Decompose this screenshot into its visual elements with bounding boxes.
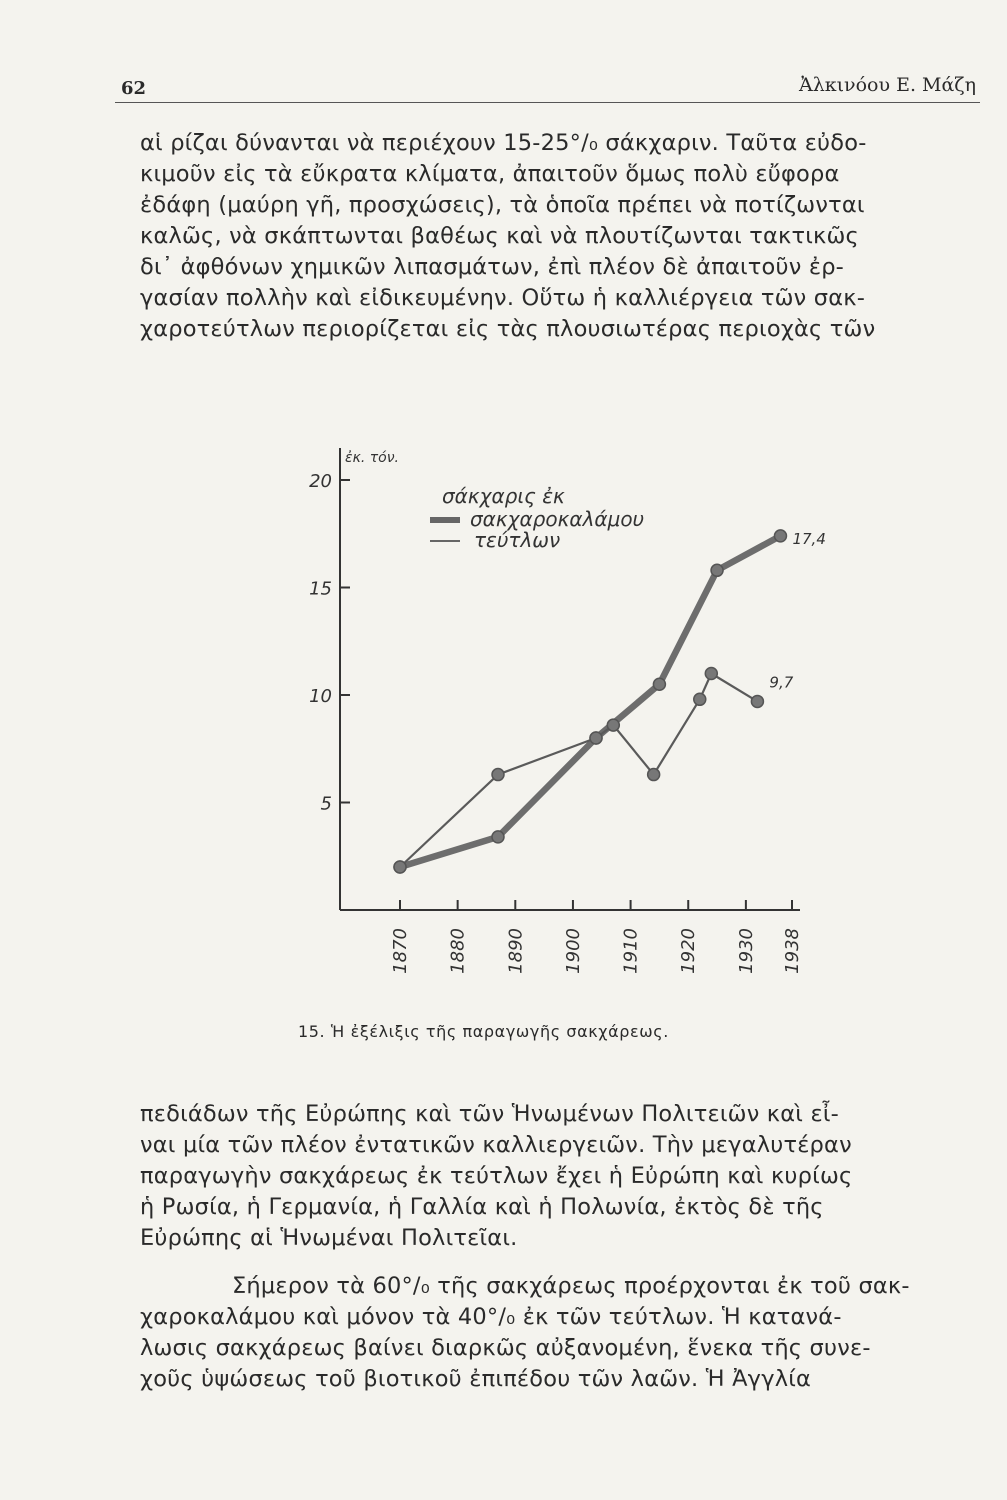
page-header: [115, 70, 980, 103]
text-line: Σήμερον τὰ 60°/₀ τῆς σακχάρεως προέρχονται ἐκ τοῦ σακ-: [232, 1273, 910, 1299]
top-paragraph: [140, 128, 978, 345]
text-line: χαροτεύτλων περιορίζεται εἰς τὰς πλουσιωτέρας περιοχὰς τῶν: [140, 316, 876, 342]
data-point: [711, 564, 723, 576]
data-point: [492, 831, 504, 843]
data-point: [694, 693, 706, 705]
series-line-1: [400, 536, 780, 867]
text-line: χαροκαλάμου καὶ μόνον τὰ 40°/₀ ἐκ τῶν τεύτλων. Ἡ κατανά-: [140, 1304, 842, 1330]
y-tick-label: 20: [309, 471, 332, 492]
data-point: [653, 678, 665, 690]
data-point: [648, 769, 660, 781]
data-point: [705, 668, 717, 680]
x-tick-label: 1910: [620, 928, 642, 974]
figure-caption: 15. Ἡ ἐξέλιξις τῆς παραγωγῆς σακχάρεως.: [298, 1022, 669, 1041]
text-line: πεδιάδων τῆς Εὐρώπης καὶ τῶν Ἡνωμένων Πολιτειῶν καὶ εἶ-: [140, 1101, 839, 1127]
text-line: ἐδάφη (μαύρη γῆ, προσχώσεις), τὰ ὁποῖα πρέπει νὰ ποτίζωνται: [140, 192, 865, 218]
x-tick-label: 1938: [782, 928, 803, 974]
end-value-label: 9,7: [769, 673, 794, 692]
x-tick-label: 1880: [447, 928, 469, 974]
unit-label: ἐκ. τόν.: [345, 450, 399, 466]
data-point: [394, 861, 406, 873]
x-tick-label: 1930: [735, 928, 757, 974]
text-line: κιμοῦν εἰς τὰ εὔκρατα κλίματα, ἀπαιτοῦν ὅμως πολὺ εὔφορα: [140, 161, 840, 187]
text-line: αἱ ρίζαι δύνανται νὰ περιέχουν 15-25°/₀ σάκχαριν. Ταῦτα εὐδο-: [140, 130, 867, 156]
y-tick-label: 15: [309, 578, 332, 600]
data-point: [590, 732, 602, 744]
text-line: λωσις σακχάρεως βαίνει διαρκῶς αὐξανομένη, ἕνεκα τῆς συνε-: [140, 1335, 871, 1361]
x-tick-label: 1870: [390, 928, 411, 974]
end-value-label: 17,4: [792, 529, 826, 548]
last-paragraph: [140, 1271, 978, 1395]
legend-label-thick: σακχαροκαλάμου: [470, 507, 645, 531]
text-line: δι᾽ ἀφθόνων χημικῶν λιπασμάτων, ἐπὶ πλέον δὲ ἀπαιτοῦν ἐρ-: [140, 254, 844, 280]
page-number: 62: [121, 78, 147, 99]
text-line: παραγωγὴν σακχάρεως ἐκ τεύτλων ἔχει ἡ Εὐρώπη καὶ κυρίως: [140, 1163, 853, 1189]
text-line: χοῦς ὑψώσεως τοῦ βιοτικοῦ ἐπιπέδου τῶν λαῶν. Ἡ Ἀγγλία: [140, 1366, 812, 1392]
text-line: καλῶς, νὰ σκάπτωνται βαθέως καὶ νὰ πλουτίζωνται τακτικῶς: [140, 223, 859, 249]
y-tick-label: 10: [309, 686, 332, 707]
bottom-paragraph: [140, 1099, 978, 1254]
x-tick-label: 1890: [505, 928, 527, 974]
legend-label-thin: τεύτλων: [474, 528, 561, 552]
x-tick-label: 1920: [678, 928, 700, 974]
text-line: γασίαν πολλὴν καὶ εἰδικευμένην. Οὕτω ἡ καλλιέργεια τῶν σακ-: [140, 285, 866, 311]
text-line: ἡ Ρωσία, ἡ Γερμανία, ἡ Γαλλία καὶ ἡ Πολωνία, ἐκτὸς δὲ τῆς: [140, 1194, 824, 1220]
data-point: [751, 695, 763, 707]
x-tick-label: 1900: [562, 928, 584, 974]
legend-title: σάκχαρις ἐκ: [442, 484, 565, 508]
text-line: ναι μία τῶν πλέον ἐντατικῶν καλλιεργειῶν. Τὴν μεγαλυτέραν: [140, 1132, 852, 1158]
data-point: [492, 769, 504, 781]
data-point: [607, 719, 619, 731]
sugar-production-chart: [270, 440, 870, 1010]
y-tick-label: 5: [320, 793, 332, 815]
text-line: Εὐρώπης αἱ Ἡνωμέναι Πολιτεῖαι.: [140, 1225, 518, 1251]
chart-series: [394, 530, 826, 873]
data-point: [774, 530, 786, 542]
running-head: Ἀλκινόου Ε. Μάζη: [798, 74, 976, 96]
